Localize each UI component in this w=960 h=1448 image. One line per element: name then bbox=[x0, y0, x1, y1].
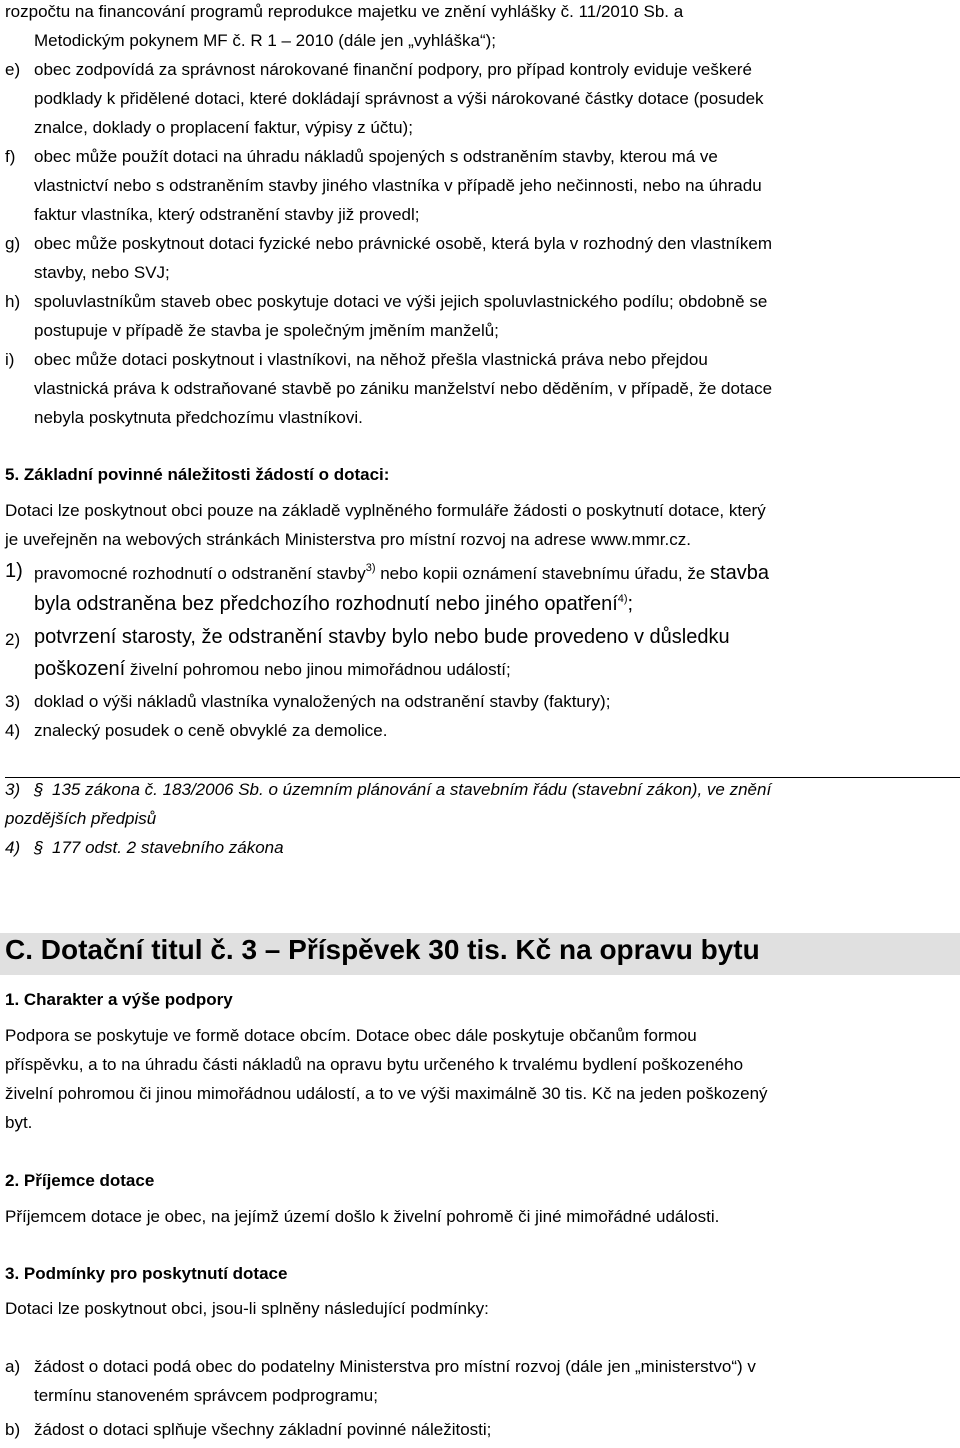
paragraph-line: živelní pohromou či jinou mimořádnou událostí, a to ve výši maximálně 30 tis. Kč na jeden poškozený bbox=[5, 1084, 768, 1103]
list-item-line: vlastnická práva k odstraňované stavbě po zániku manželství nebo děděním, v případě, že dotace bbox=[34, 379, 773, 398]
footnote-ref: 4) bbox=[617, 593, 628, 605]
list-item-line: žádost o dotaci podá obec do podatelny Ministerstva pro místní rozvoj (dále jen „ministerstvo“) v bbox=[34, 1357, 756, 1376]
footnote-ref: 3) bbox=[365, 562, 376, 574]
paragraph-line: Dotaci lze poskytnout obci, jsou-li splněny následující podmínky: bbox=[5, 1299, 489, 1318]
list-item-label: b) bbox=[5, 1420, 21, 1439]
list-item-label: 3) bbox=[5, 692, 21, 711]
list-item-label: 4) bbox=[5, 721, 21, 740]
text-run: živelní pohromou nebo jinou mimořádnou událostí; bbox=[125, 660, 511, 679]
subsection-heading: 2. Příjemce dotace bbox=[5, 1171, 155, 1190]
list-item-line: faktur vlastníka, který odstranění stavby již provedl; bbox=[34, 205, 420, 224]
list-item-line: potvrzení starosty, že odstranění stavby bylo nebo bude provedeno v důsledku bbox=[34, 626, 730, 648]
footnote-separator bbox=[5, 777, 960, 778]
list-item-label: f) bbox=[5, 147, 16, 166]
text-run: ; bbox=[627, 593, 634, 615]
intro-line-2: Metodickým pokynem MF č. R 1 – 2010 (dále jen „vyhláška“); bbox=[34, 31, 497, 50]
footnote-number: 3) bbox=[5, 780, 21, 799]
text-run: nebo kopii oznámení stavebnímu úřadu, že bbox=[375, 564, 711, 583]
list-item-line: obec může použít dotaci na úhradu nákladů spojených s odstraněním stavby, kterou má ve bbox=[34, 147, 718, 166]
section-heading: 5. Základní povinné náležitosti žádostí o dotaci: bbox=[5, 465, 390, 484]
list-item-line: obec zodpovídá za správnost nárokované finanční podpory, pro případ kontroly eviduje veškeré bbox=[34, 60, 752, 79]
paragraph-line: Příjemcem dotace je obec, na jejímž území došlo k živelní pohromě či jiné mimořádné události. bbox=[5, 1207, 720, 1226]
list-item-line bbox=[34, 562, 769, 585]
list-item-line: nebyla poskytnuta předchozímu vlastníkovi. bbox=[34, 408, 363, 427]
section-title: C. Dotační titul č. 3 – Příspěvek 30 tis. Kč na opravu bytu bbox=[5, 934, 760, 965]
paragraph-line: Dotaci lze poskytnout obci pouze na základě vyplněného formuláře žádosti o poskytnutí dotace, který bbox=[5, 501, 766, 520]
paragraph-line: Podpora se poskytuje ve formě dotace obcím. Dotace obec dále poskytuje občanům formou bbox=[5, 1026, 697, 1045]
text-run: poškození bbox=[34, 658, 126, 680]
list-item-line: znalecký posudek o ceně obvyklé za demolice. bbox=[34, 721, 388, 740]
list-item-line: termínu stanoveném správcem podprogramu; bbox=[34, 1386, 378, 1405]
paragraph-icon: § bbox=[34, 780, 44, 799]
text-run: byla odstraněna bez předchozího rozhodnutí nebo jiného opatření bbox=[34, 593, 618, 615]
text-run: pravomocné rozhodnutí o odstranění stavby bbox=[34, 564, 366, 583]
paragraph-icon: § bbox=[34, 838, 44, 857]
paragraph-line: je uveřejněn na webových stránkách Ministerstva pro místní rozvoj na adrese www.mmr.cz. bbox=[5, 530, 691, 549]
list-item-line: znalce, doklady o proplacení faktur, výpisy z účtu); bbox=[34, 118, 413, 137]
footnote-text: pozdějších předpisů bbox=[5, 809, 157, 828]
footnote-text: 177 odst. 2 stavebního zákona bbox=[52, 838, 284, 857]
list-item-line: žádost o dotaci splňuje všechny základní povinné náležitosti; bbox=[34, 1420, 492, 1439]
list-item-label: i) bbox=[5, 350, 15, 369]
list-item-label: e) bbox=[5, 60, 21, 79]
subsection-heading: 3. Podmínky pro poskytnutí dotace bbox=[5, 1264, 288, 1283]
list-item-line: doklad o výši nákladů vlastníka vynaložených na odstranění stavby (faktury); bbox=[34, 692, 611, 711]
subsection-heading: 1. Charakter a výše podpory bbox=[5, 990, 233, 1009]
paragraph-line: byt. bbox=[5, 1113, 33, 1132]
list-item-label: 1) bbox=[5, 560, 23, 582]
list-item-line: postupuje v případě že stavba je společným jměním manželů; bbox=[34, 321, 499, 340]
list-item-label: 2) bbox=[5, 630, 21, 649]
list-item-label: g) bbox=[5, 234, 21, 253]
list-item-line: stavby, nebo SVJ; bbox=[34, 263, 170, 282]
list-item-line: spoluvlastníkům staveb obec poskytuje dotaci ve výši jejich spoluvlastnického podílu; obdobně se bbox=[34, 292, 768, 311]
list-item-line: podklady k přidělené dotaci, které dokládají správnost a výši nárokované částky dotace (posudek bbox=[34, 89, 764, 108]
list-item-line bbox=[34, 658, 511, 681]
footnote-number: 4) bbox=[5, 838, 21, 857]
list-item-line bbox=[34, 593, 633, 616]
list-item-line: vlastnictví nebo s odstraněním stavby jiného vlastníka v případě jeho nečinnosti, nebo na úhradu bbox=[34, 176, 762, 195]
list-item-label: h) bbox=[5, 292, 21, 311]
list-item-line: obec může poskytnout dotaci fyzické nebo právnické osobě, která byla v rozhodný den vlastníkem bbox=[34, 234, 773, 253]
text-run: stavba bbox=[710, 562, 769, 584]
list-item-line: obec může dotaci poskytnout i vlastníkovi, na něhož přešla vlastnická práva nebo přejdou bbox=[34, 350, 708, 369]
intro-line-1: rozpočtu na financování programů reprodukce majetku ve znění vyhlášky č. 11/2010 Sb. a bbox=[5, 2, 684, 21]
paragraph-line: příspěvku, a to na úhradu části nákladů na opravu bytu určeného k trvalému bydlení poškozeného bbox=[5, 1055, 744, 1074]
footnote-text: 135 zákona č. 183/2006 Sb. o územním plánování a stavebním řádu (stavební zákon), ve znění bbox=[52, 780, 772, 799]
list-item-label: a) bbox=[5, 1357, 21, 1376]
